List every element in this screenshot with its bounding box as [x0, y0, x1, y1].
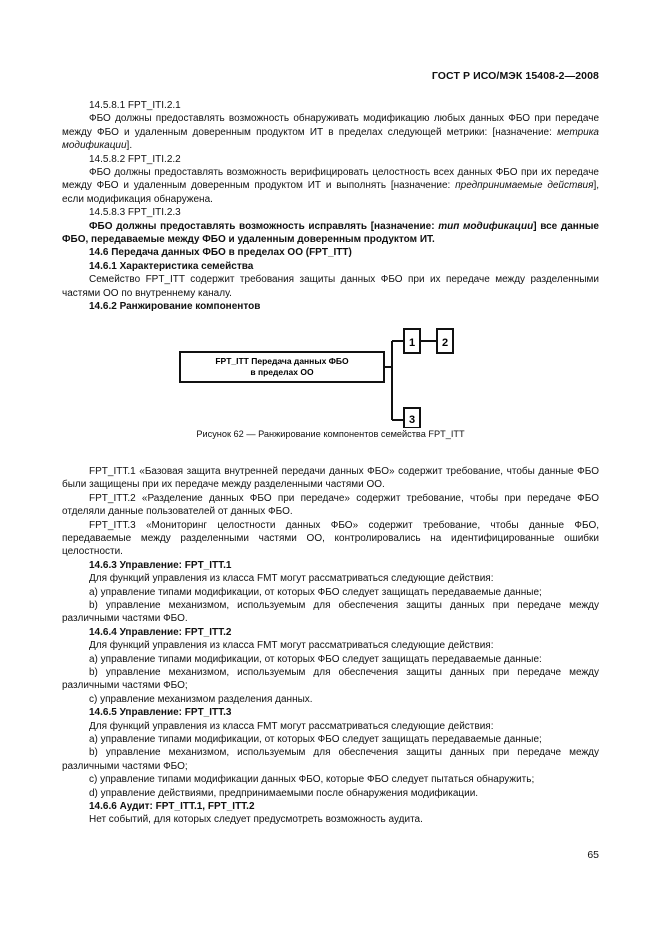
list-item: b) управление механизмом, используемым для обеспечения защиты данных при передаче между различными частями ФБО.	[62, 599, 599, 625]
list-item: d) управление действиями, предпринимаемыми после обнаружения модификации.	[89, 787, 479, 799]
paragraph: Нет событий, для которых следует предусмотреть возможность аудита.	[89, 814, 423, 826]
levelling-diagram	[62, 324, 599, 428]
component-number: 2	[441, 336, 449, 349]
subsection-heading: 14.6.3 Управление: FPT_ITT.1	[89, 559, 232, 571]
page-content	[62, 99, 599, 827]
figure-caption: Рисунок 62 — Ранжирование компонентов семейства FPT_ITT	[196, 428, 465, 439]
list-item: a) управление типами модификации, от которых ФБО следует защищать передаваемые данные;	[89, 734, 542, 746]
subsection-heading: 14.6.2 Ранжирование компонентов	[89, 301, 261, 313]
component-number: 1	[408, 336, 416, 349]
list-item: a) управление типами модификации, от которых ФБО следует защищать передаваемые данные:	[89, 653, 542, 665]
page-number: 65	[587, 849, 599, 861]
paragraph: Семейство FPT_ITT содержит требования защиты данных ФБО при их передаче между разделенными частями ОО по внутреннему каналу.	[62, 274, 599, 299]
clause-text: ФБО должны предоставлять возможность обнаруживать модификацию любых данных ФБО при передаче между ФБО и удаленным доверенным продуктом ИТ в пределах следующей метрики: [назначение: метрика модификации].	[62, 113, 599, 152]
paragraph: FPT_ITT.1 «Базовая защита внутренней передачи данных ФБО» содержит требование, чтобы данные ФБО были защищены при их передаче между разделенными частями ОО.	[62, 465, 599, 491]
paragraph: Для функций управления из класса FMT могут рассматриваться следующие действия:	[89, 720, 494, 732]
component-levelling-figure	[62, 324, 599, 428]
subsection-heading: 14.6.5 Управление: FPT_ITT.3	[89, 707, 232, 719]
section-heading: 14.6 Передача данных ФБО в пределах ОО (FPT_ITT)	[89, 247, 352, 259]
clause-number: 14.5.8.3 FPT_ITI.2.3	[89, 207, 181, 219]
list-item: a) управление типами модификации, от которых ФБО следует защищать передаваемые данные;	[89, 586, 542, 598]
component-number: 3	[408, 413, 416, 426]
clause-text-bold: ФБО должны предоставлять возможность исправлять [назначение: тип модификации] все данные ФБО, передаваемые между ФБО и удаленным доверенным продуктом ИТ.	[62, 220, 599, 246]
paragraph: Для функций управления из класса FMT могут рассматриваться следующие действия:	[89, 573, 494, 585]
page-header: ГОСТ Р ИСО/МЭК 15408-2—2008	[431, 70, 599, 82]
clause-number: 14.5.8.1 FPT_ITI.2.1	[89, 100, 181, 111]
list-item: b) управление механизмом, используемым для обеспечения защиты данных при передаче между различными частями ФБО;	[62, 747, 599, 772]
paragraph: FPT_ITT.2 «Разделение данных ФБО при передаче» содержит требование, чтобы при передаче ФБО отделяли данные пользователей от данных ФБО.	[62, 492, 599, 518]
family-box-label: FPT_ITT Передача данных ФБО	[215, 355, 349, 366]
paragraph: FPT_ITT.3 «Мониторинг целостности данных ФБО» содержит требование, чтобы данные ФБО, передаваемые между разделенными частями ОО, контролировались на идентифицированные ошибки целостности.	[62, 519, 599, 558]
paragraph: Для функций управления из класса FMT могут рассматриваться следующие действия:	[89, 640, 494, 652]
clause-number: 14.5.8.2 FPT_ITI.2.2	[89, 153, 181, 165]
subsection-heading: 14.6.1 Характеристика семейства	[89, 260, 254, 272]
list-item: c) управление типами модификации данных ФБО, которые ФБО следует пытаться обнаружить;	[89, 774, 535, 786]
clause-text: ФБО должны предоставлять возможность верифицировать целостность всех данных ФБО при их передаче между ФБО и удаленным доверенным продуктом ИТ и выполнять [назначение: предпринимаемые действия], если модификация обнаружена.	[62, 167, 600, 205]
list-item: b) управление механизмом, используемым для обеспечения защиты данных при передаче между различными частями ФБО;	[62, 667, 599, 692]
subsection-heading: 14.6.4 Управление: FPT_ITT.2	[89, 626, 232, 638]
family-box-label: в пределах ОО	[250, 366, 314, 377]
list-item: c) управление механизмом разделения данных.	[89, 693, 313, 705]
subsection-heading: 14.6.6 Аудит: FPT_ITT.1, FPT_ITT.2	[89, 801, 255, 813]
